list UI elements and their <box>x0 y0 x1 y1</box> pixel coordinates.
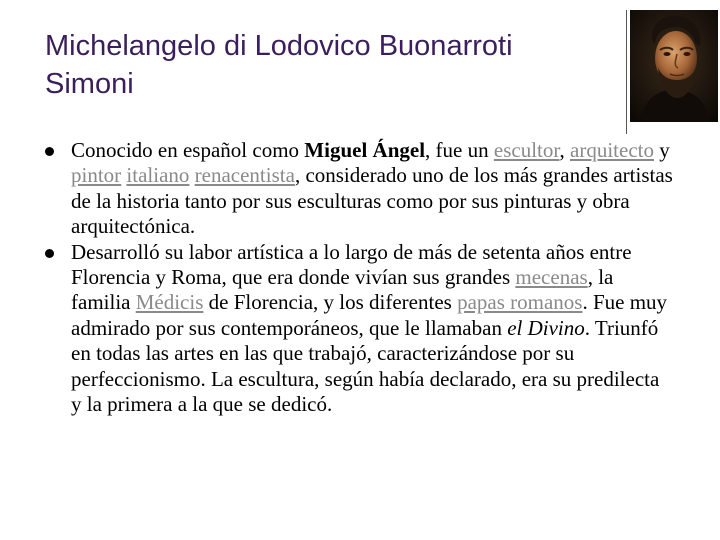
bullet-text: . Triunfó en todas las artes en las que trabajó, caracterizándose por su perfeccionismo. La escultura, según había declarado, era su predilecta y la primera a la que se dedicó. <box>71 315 660 417</box>
slide-title <box>45 27 625 103</box>
bullet-text: , la familia <box>71 265 614 315</box>
link-italiano[interactable]: italiano <box>126 163 190 188</box>
link-medicis[interactable]: Médicis <box>135 290 204 315</box>
slide-title-line-2: Simoni <box>45 68 134 100</box>
bullet-dot-icon <box>45 249 54 258</box>
bullet-text: y <box>653 138 670 162</box>
link-arquitecto[interactable]: arquitecto <box>570 138 654 162</box>
link-renacentista[interactable]: renacentista <box>194 163 295 188</box>
bullet-text: de Florencia, y los diferentes <box>203 290 458 315</box>
bullet-text: , considerado uno de los más grandes artistas de la historia tanto por sus esculturas como por sus pinturas y obra arquitectónica. <box>71 163 673 239</box>
bullet-item <box>45 138 675 240</box>
link-mecenas[interactable]: mecenas <box>515 265 588 290</box>
slide-title-line-1: Michelangelo di Lodovico Buonarroti <box>45 30 513 62</box>
bullet-list <box>45 138 675 417</box>
bullet-text: , <box>559 138 571 162</box>
portrait-frame-line <box>626 10 627 134</box>
bullet-item <box>45 240 675 418</box>
link-papas-romanos[interactable]: papas romanos <box>457 290 583 315</box>
michelangelo-portrait <box>626 10 720 134</box>
el-divino-italic: el Divino <box>507 315 585 340</box>
bullet-text: , fue un <box>425 138 494 162</box>
portrait-image <box>630 10 718 122</box>
bullet-text: . Fue muy admirado por sus contemporáneos, que le llamaban <box>71 290 668 340</box>
link-escultor[interactable]: escultor <box>493 138 560 162</box>
link-pintor[interactable]: pintor <box>71 163 122 188</box>
bullet-text: Conocido en español como <box>71 138 305 162</box>
name-bold: Miguel Ángel <box>304 138 426 162</box>
bullet-text: Desarrolló su labor artística a lo largo de más de setenta años entre Florencia y Roma, que era donde vivían sus grandes <box>71 239 632 290</box>
bullet-dot-icon <box>45 147 54 156</box>
